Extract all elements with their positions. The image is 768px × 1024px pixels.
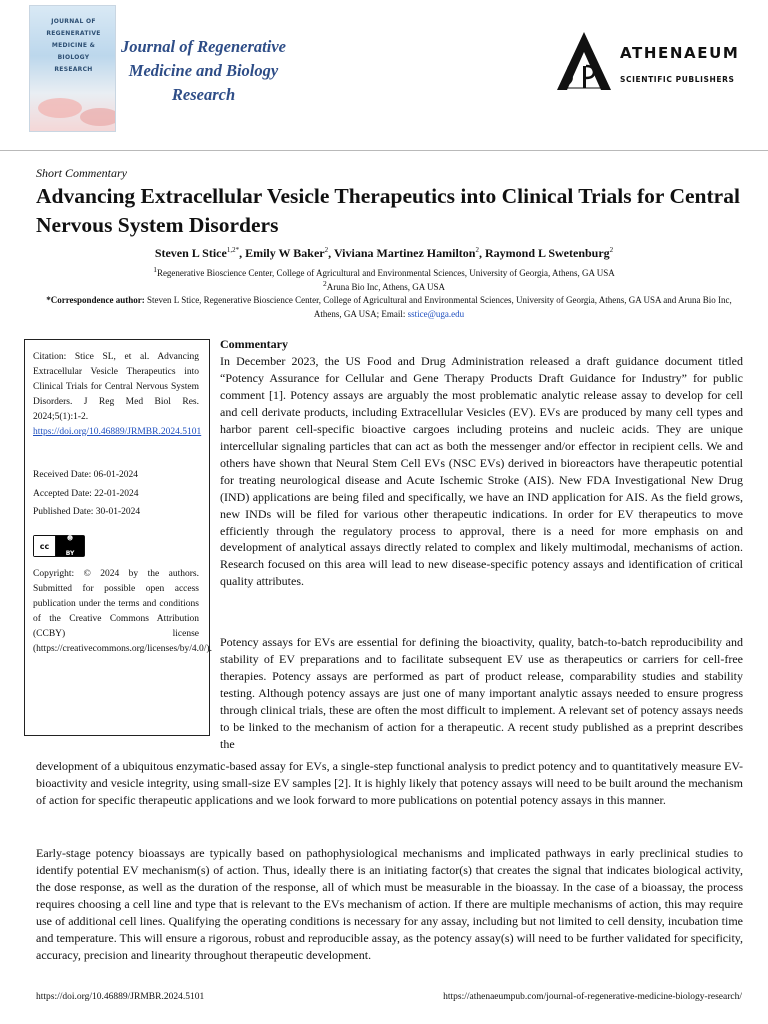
- cover-line: MEDICINE &: [51, 42, 96, 49]
- paragraph: Potency assays for EVs are essential for defining the bioactivity, quality, batch-to-batch reproducibility and stability of EV preparations and to facilitate subsequent EV use as therapeutics or carriers for cell-free therapies. Potency assays are performed as part of product release, comparability studies and stability testing. Although potency assays are just one of many important analytic assays needed to ensure progress through clinical trials, these are often the most difficult to implement. A relevant set of potency assays needs to be linked to the mechanism of action for a therapeutic. A recent study published as a preprint describes the: [220, 635, 743, 751]
- footer-doi-link[interactable]: https://doi.org/10.46889/JRMBR.2024.5101: [36, 992, 205, 1002]
- header-divider: [0, 150, 768, 151]
- author-name: Viviana Martinez Hamilton: [333, 246, 476, 260]
- athenaeum-logo-icon: [553, 30, 615, 92]
- cover-line: BIOLOGY: [57, 54, 90, 61]
- footer-journal-link[interactable]: https://athenaeumpub.com/journal-of-regenerative-medicine-biology-research/: [443, 992, 742, 1002]
- author-sup: 2: [475, 246, 479, 254]
- doi-link[interactable]: https://doi.org/10.46889/JRMBR.2024.5101: [33, 427, 202, 437]
- license-text: Copyright: © 2024 by the authors. Submitted for possible open access publication under the terms and conditions of the Creative Commons Attribution (CCBY) license (https://creativecommons.org/licenses/by/4.0/).: [33, 569, 212, 654]
- published-date: Published Date: 30-01-2024: [33, 507, 141, 517]
- author-name: Raymond L Swetenburg: [484, 246, 610, 260]
- article-title: Advancing Extracellular Vesicle Therapeutics into Clinical Trials for Central Nervous System Disorders: [36, 184, 740, 237]
- affiliation-text: Regenerative Bioscience Center, College of Agricultural and Environmental Sciences, University of Georgia, Athens, GA USA: [156, 268, 615, 278]
- correspondence-text: Steven L Stice, Regenerative Bioscience Center, College of Agricultural and Environmental Sciences, University of Georgia, Athens, GA USA and Aruna Bio Inc, Athens, GA USA; Email:: [147, 295, 732, 319]
- paragraph: Early-stage potency bioassays are typically based on pathophysiological mechanisms and implicated pathways in early preclinical studies to identify potential EV mechanism(s) of action. Thus, ideally there is an initiating factor(s) that creates the signal that indicates biological activity, the dose response, as well as the duration of the response, all of which must be measurable in the bioassay. In the case of a bioassay, the process requires choosing a cell line and type that is relevant to the EVs mechanism of action. If there are multiple mechanisms of action, this may require use of additional cell lines. Qualifying the operating conditions is necessary for any assay, including but not limited to cell density, incubation time and temperature. This will ensure a rigorous, robust and reproducible assay, as the potency assay(s) will need to be further validated for specificity, accuracy, precision and linearity throughout therapeutic development.: [36, 846, 743, 962]
- author-name: Emily W Baker: [245, 246, 325, 260]
- cover-line: JOURNAL OF: [51, 18, 96, 25]
- author-sup: 2: [609, 246, 614, 254]
- journal-title-line: Medicine and Biology: [128, 61, 279, 80]
- petri-dish-graphic: [80, 108, 116, 126]
- author-name: Steven L Stice: [154, 246, 227, 260]
- dates-block: [33, 468, 199, 520]
- cover-line: RESEARCH: [54, 66, 93, 73]
- author-sup: 2: [324, 246, 329, 254]
- by-section: [56, 536, 84, 556]
- cover-text: [34, 16, 113, 76]
- affiliation-sup: 2: [323, 279, 327, 288]
- received-date: Received Date: 06-01-2024: [33, 470, 138, 480]
- by-label: BY: [65, 550, 75, 557]
- journal-title-line: Research: [171, 85, 236, 104]
- author-list: Steven L Stice$^{1,2*}$, Emily W Baker$^2$, Viviana Martinez Hamilton$^2$, Raymond L Swetenburg$^2$: [154, 246, 614, 260]
- journal-cover-image: [29, 5, 116, 132]
- paragraph: In December 2023, the US Food and Drug Administration released a draft guidance document titled “Potency Assurance for Cellular and Gene Therapy Products Draft Guidance for Industry” for public comment [1]. Potency assays are arguably the most problematic analytic release assay to develop for cell and cell derivate products, including Extracellular Vesicles (EV). EVs are produced by many cell types and harbor parent cell-specific bioactive cargoes including proteins and nucleic acids. They are unique intercellular signaling particles that can act as both the messenger and/or effector in recipient cells. We and others have shown that Neural Stem Cell EVs (NSC EVs) derived in bioreactors have therapeutic potential for treating neurological disease and Acute Ischemic Stroke (AIS). New FDA Investigational New Drug (IND) applications are being filed and specifically, we have an IND application for AIS. As the field grows, new INDs will be filed for various other therapeutic indications. In order for EV therapeutics to move efficiently through the regulatory process to approval, there is a need for more emphasis on and development of analytical assays directly related to complex and likely multimodal, mechanisms of action. Research focused on this area will lead to new disease-specific potency assays and identification of critical quality attributes.: [220, 354, 743, 589]
- section-heading: Commentary: [220, 337, 288, 351]
- affiliation: [36, 265, 732, 278]
- article-type: Short Commentary: [36, 166, 127, 180]
- paragraph-continued: development of a ubiquitous enzymatic-based assay for EVs, a single-step functional analysis to predict potency and to quantitatively measure EV-bioactivity and vesicle integrity, using small-size EV samples [2]. It is highly likely that potency assays will need to be built around the mechanism of action for specific therapeutic applications and we look forward to more publications on potential potency assays in this manner.: [36, 759, 743, 807]
- publisher-name: ATHENAEUM: [620, 44, 740, 62]
- correspondence: [36, 293, 742, 321]
- journal-title-line: Journal of Regenerative: [121, 37, 286, 56]
- citation-text: Citation: Stice SL, et al. Advancing Extracellular Vesicle Therapeutics into Clinical Trials for Central Nervous System Disorders. J Reg Med Biol Res. 2024;5(1):1-2.: [33, 352, 199, 422]
- affiliation-text: Aruna Bio Inc, Athens, GA USA: [326, 282, 445, 292]
- citation-block: [33, 350, 202, 440]
- cc-by-license-icon[interactable]: [33, 535, 85, 557]
- cc-label: cc: [34, 536, 56, 556]
- affiliation: [36, 279, 732, 292]
- person-icon: ☻: [66, 535, 74, 542]
- correspondence-email-link[interactable]: sstice@uga.edu: [407, 309, 465, 319]
- affiliation-sup: 1: [153, 265, 157, 274]
- cover-line: REGENERATIVE: [46, 30, 101, 37]
- correspondence-label: *Correspondence author:: [46, 295, 145, 305]
- accepted-date: Accepted Date: 22-01-2024: [33, 488, 139, 499]
- publisher-subtitle: SCIENTIFIC PUBLISHERS: [620, 75, 735, 84]
- author-sup: 1,2*: [226, 246, 240, 254]
- petri-dish-graphic: [38, 98, 82, 118]
- article-info-sidebar: [24, 339, 210, 736]
- journal-title: [116, 35, 291, 107]
